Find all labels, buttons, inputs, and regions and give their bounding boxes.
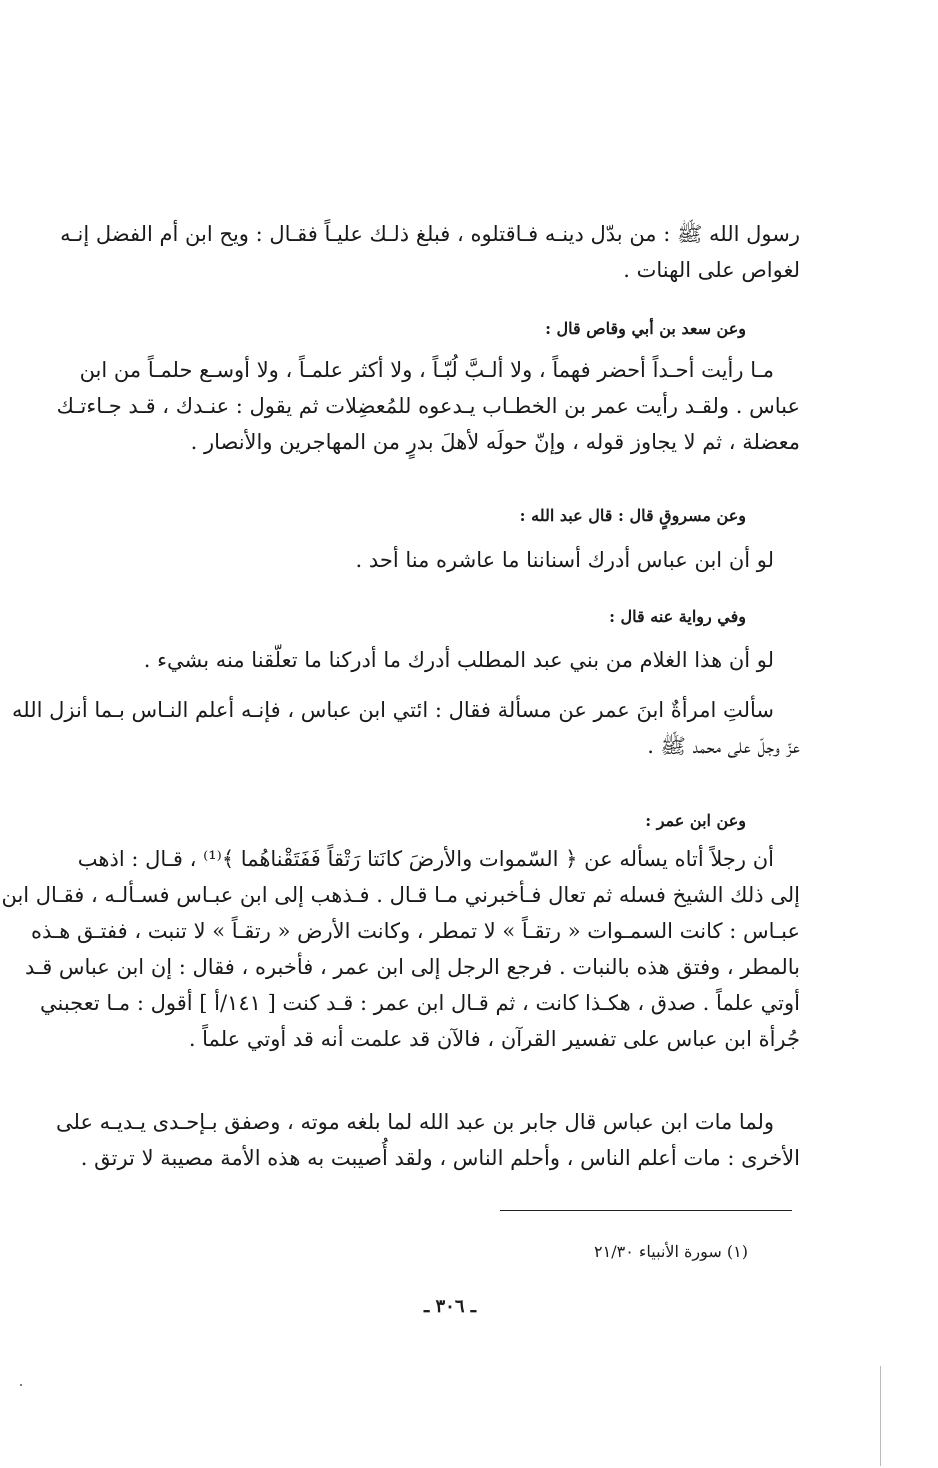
paragraph-3 [100,542,800,578]
paragraph-5 [12,692,800,764]
scan-edge-line [880,1366,881,1466]
text-line: أن رجلاً أتاه يسأله عن ﴿ السّموات والأرضَ كانَتا رَتْقاً فَفَتَقْناهُما ﴾⁽¹⁾ ، قـال : اذهب [77,847,774,871]
paragraph-7 [56,1104,800,1176]
section-heading: وفي رواية عنه قال : [609,607,746,626]
scan-speck [20,1384,22,1386]
paragraph-4 [100,642,800,678]
text-line: جُرأة ابن عباس على تفسير القرآن ، فالآن قد علمت أنه قد أوتي علماً . [188,1027,800,1051]
footnote: (١) سورة الأنبياء ٢١/٣٠ [594,1242,748,1261]
text-line: مـا رأيت أحـداً أحضر فهماً ، ولا ألـبَّ لُبّـاً ، ولا أكثر علمـاً ، ولا أوسـع حلمـاً من ابن [79,358,774,382]
paragraph-2 [56,352,800,460]
page-number: ـ ٣٠٦ ـ [423,1296,477,1317]
section-heading: وعن سعد بن أبي وقاص قال : [545,319,746,338]
text-line: معضلة ، ثم لا يجاوز قوله ، وإنّ حولَه لأهلَ بدرٍ من المهاجرين والأنصار . [190,430,800,454]
text-line: لو أن ابن عباس أدرك أسناننا ما عاشره منا أحد . [355,548,774,572]
text-line: إلى ذلك الشيخ فسله ثم تعال فـأخبرني مـا قـال . فـذهب إلى ابن عبـاس فسـألـه ، فقـال ابن [1,883,800,907]
section-heading: وعن مسروقٍ قال : قال عبد الله : [519,506,746,525]
section-heading: وعن ابن عمر : [645,811,746,830]
paragraph-1 [60,216,800,288]
text-line: الأخرى : مات أعلم الناس ، وأحلم الناس ، ولقد أُصيبت به هذه الأمة مصيبة لا ترتق . [80,1146,800,1170]
text-line: أوتي علماً . صدق ، هكـذا كانت ، ثم قـال ابن عمر : قـد كنت [ ١٤١/أ ] أقول : مـا تعجبني [40,991,800,1015]
text-line: رسول الله ﷺ : من بدّل دينـه فـاقتلوه ، فبلغ ذلـك عليـاً فقـال : ويح ابن أم الفضل إنـه [60,222,800,246]
text-line: بالمطر ، وفتق هذه بالنبات . فرجع الرجل إلى ابن عمر ، فأخبره ، فقال : إن ابن عباس قـد [25,955,800,979]
text-line: عباس . ولقـد رأيت عمر بن الخطـاب يـدعوه للمُعضِلات ثم يقول : عنـدك ، قـد جـاءتـك [56,394,800,418]
footnote-divider [500,1210,792,1211]
text-line: ولما مات ابن عباس قال جابر بن عبد الله لما بلغه موته ، وصفق بـإحـدى يـديـه على [56,1110,774,1134]
paragraph-6 [1,841,800,1057]
text-line: لو أن هذا الغلام من بني عبد المطلب أدرك ما أدركنا ما تعلّقنا منه بشيء . [143,648,774,672]
text-line: سألتِ امرأةٌ ابنَ عمر عن مسألة فقال : ائتي ابن عباس ، فإنـه أعلم النـاس بـما أنزل الله [12,698,774,722]
text-line: عزّ وجلّ على محمد ﷺ . [647,734,800,758]
text-line: لغواص على الهنات . [623,258,800,282]
text-line: عبـاس : كانت السمـوات « رتقـاً » لا تمطر ، وكانت الأرض « رتقـاً » لا تنبت ، ففتـق هـذه [31,919,800,943]
